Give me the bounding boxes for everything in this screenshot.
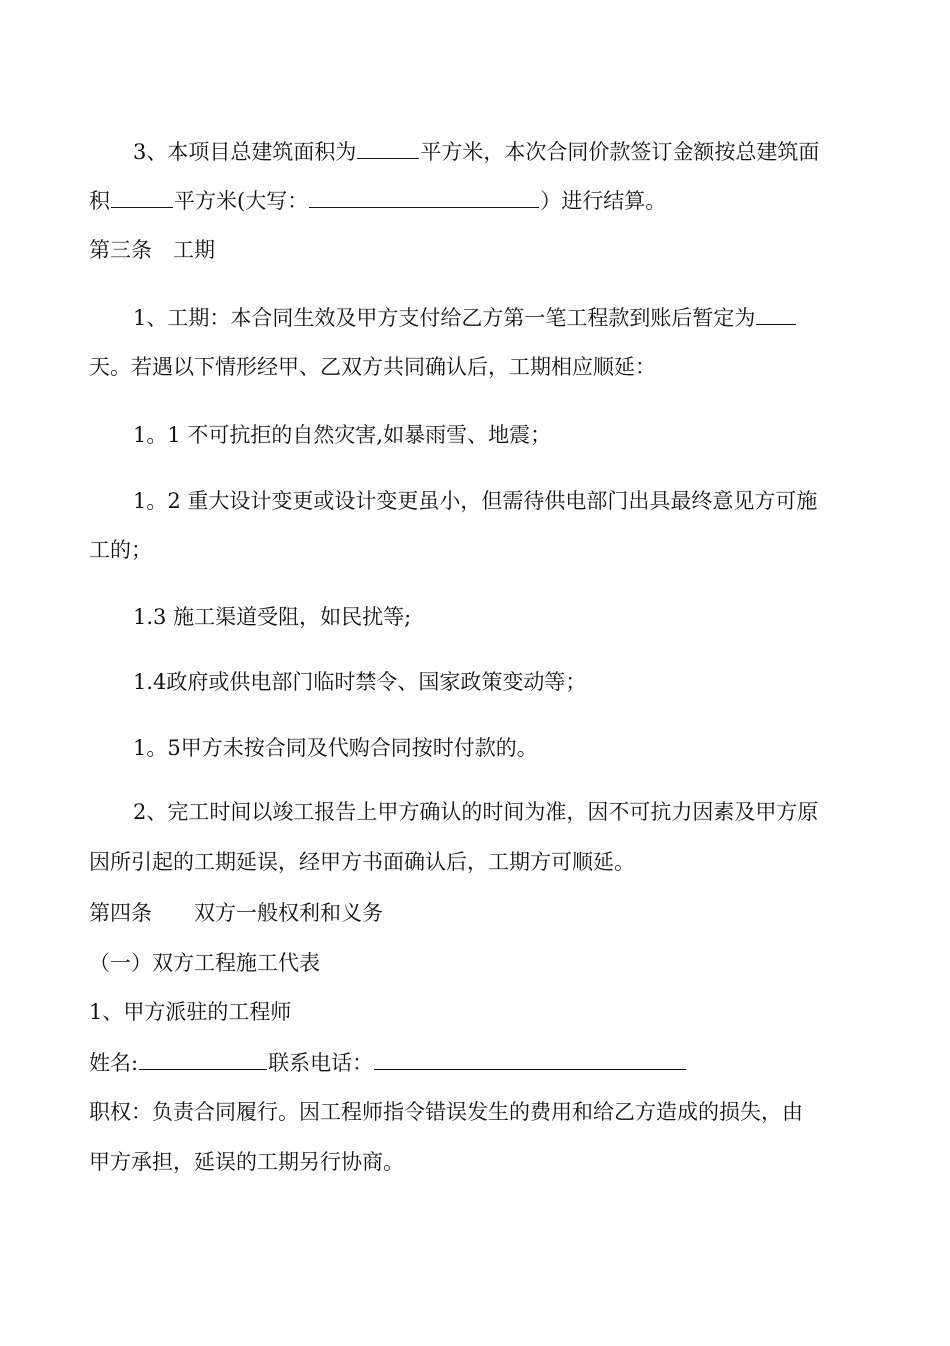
clause-3-3-line-1 <box>133 136 819 167</box>
name-label: 姓名: <box>89 1051 139 1075</box>
blank-field-total-area[interactable] <box>357 136 419 159</box>
art4-duty-line-2: 甲方承担，延误的工期另行协商。 <box>89 1150 404 1174</box>
art3-1-2-line-1: 1。2 重大设计变更或设计变更虽小，但需待供电部门出具最终意见方可施 <box>133 489 818 513</box>
clause-text: 平方米(大写： <box>174 189 309 213</box>
clause-text: 平方米，本次合同价款签订金额按总建筑面 <box>420 140 820 164</box>
article-3-title: 第三条 工期 <box>89 238 215 262</box>
article-4-title: 第四条 双方一般权利和义务 <box>89 901 383 925</box>
art3-item-1-line-1 <box>133 302 797 333</box>
art4-item-1: 1、甲方派驻的工程师 <box>89 1000 292 1024</box>
clause-text: 积 <box>89 189 110 213</box>
art3-1-3: 1.3 施工渠道受阻，如民扰等; <box>133 605 412 629</box>
art3-1-5: 1。5甲方未按合同及代购合同按时付款的。 <box>133 736 538 760</box>
art3-item-2-line-2: 因所引起的工期延误，经甲方书面确认后，工期方可顺延。 <box>89 850 635 874</box>
art4-duty-line-1: 职权：负责合同履行。因工程师指令错误发生的费用和给乙方造成的损失，由 <box>89 1100 803 1124</box>
art3-item-2-line-1: 2、完工时间以竣工报告上甲方确认的时间为准，因不可抗力因素及甲方原 <box>133 800 819 824</box>
phone-label: 联系电话： <box>268 1051 374 1075</box>
blank-field-settlement-area[interactable] <box>111 185 173 208</box>
blank-field-amount-in-words[interactable] <box>309 185 539 208</box>
blank-field-engineer-name[interactable] <box>139 1047 267 1070</box>
art3-item-1-line-2: 天。若遇以下情形经甲、乙双方共同确认后，工期相应顺延： <box>89 355 656 379</box>
art4-subsection-1: （一）双方工程施工代表 <box>89 951 320 975</box>
art3-1-1: 1。1 不可抗拒的自然灾害,如暴雨雪、地震； <box>133 423 552 447</box>
art4-contact-line <box>89 1047 687 1078</box>
clause-text: 1、工期：本合同生效及甲方支付给乙方第一笔工程款到账后暂定为 <box>133 306 756 330</box>
art3-1-4: 1.4政府或供电部门临时禁令、国家政策变动等； <box>133 670 587 694</box>
blank-field-engineer-phone[interactable] <box>374 1047 686 1070</box>
art3-1-2-line-2: 工的； <box>89 538 152 562</box>
blank-field-duration-days[interactable] <box>756 302 796 325</box>
clause-text: ）进行结算。 <box>540 189 667 213</box>
clause-text: 3、本项目总建筑面积为 <box>133 140 357 164</box>
clause-3-3-line-2 <box>89 185 666 216</box>
